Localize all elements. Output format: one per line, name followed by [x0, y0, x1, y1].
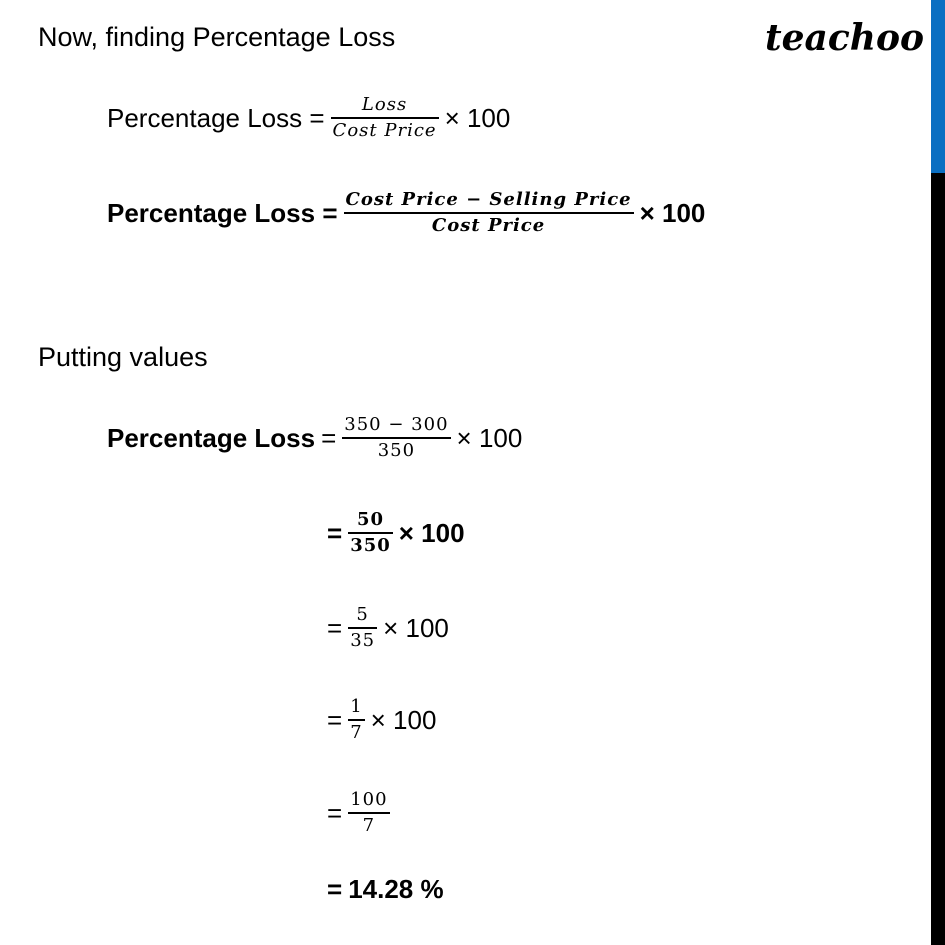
numerator: 5	[356, 604, 369, 625]
equals-sign: =	[327, 797, 343, 828]
heading-finding-percentage-loss: Now, finding Percentage Loss	[38, 22, 396, 52]
step-result	[327, 874, 444, 905]
step-simplify-2	[327, 603, 449, 653]
numerator: Cost Price − Selling Price	[345, 189, 632, 210]
formula-label: Percentage Loss =	[107, 197, 338, 228]
equals-sign: =	[321, 422, 337, 453]
formula-percentage-loss-expanded	[107, 188, 705, 238]
denominator: 7	[362, 815, 376, 836]
multiplier: × 100	[444, 102, 511, 133]
denominator: Cost Price	[332, 120, 437, 141]
step-simplify-4	[327, 788, 396, 838]
fraction	[348, 788, 389, 838]
numerator: 50	[356, 509, 384, 530]
teachoo-logo: teachoo	[765, 17, 924, 59]
denominator: 350	[377, 440, 416, 461]
fraction	[344, 188, 634, 238]
fraction	[331, 93, 439, 143]
fraction	[348, 508, 393, 558]
multiplier: × 100	[398, 517, 465, 548]
result-value: 14.28 %	[348, 874, 444, 904]
equals-sign: =	[327, 517, 343, 548]
formula-label: Percentage Loss =	[107, 102, 325, 133]
denominator: 7	[350, 722, 363, 743]
formula-percentage-loss	[107, 93, 510, 143]
step-simplify-3	[327, 695, 436, 745]
equals-sign: =	[327, 612, 343, 643]
denominator: 35	[350, 630, 376, 651]
fraction	[342, 413, 450, 463]
fraction	[348, 603, 377, 653]
step-label: Percentage Loss	[107, 422, 316, 453]
equals-sign: =	[327, 874, 343, 904]
numerator: Loss	[361, 94, 408, 115]
numerator: 1	[350, 696, 363, 717]
fraction	[348, 695, 364, 745]
numerator: 350 − 300	[344, 414, 449, 435]
accent-bar-black	[931, 173, 945, 945]
equals-sign: =	[327, 704, 343, 735]
heading-putting-values: Putting values	[38, 342, 208, 372]
denominator: Cost Price	[431, 215, 546, 236]
accent-bar-blue	[931, 0, 945, 173]
multiplier: × 100	[456, 422, 523, 453]
denominator: 350	[350, 535, 391, 556]
numerator: 100	[350, 789, 388, 810]
multiplier: × 100	[370, 704, 437, 735]
multiplier: × 100	[639, 197, 706, 228]
step-simplify-1	[327, 508, 465, 558]
step-substitution	[107, 413, 522, 463]
multiplier: × 100	[383, 612, 449, 643]
